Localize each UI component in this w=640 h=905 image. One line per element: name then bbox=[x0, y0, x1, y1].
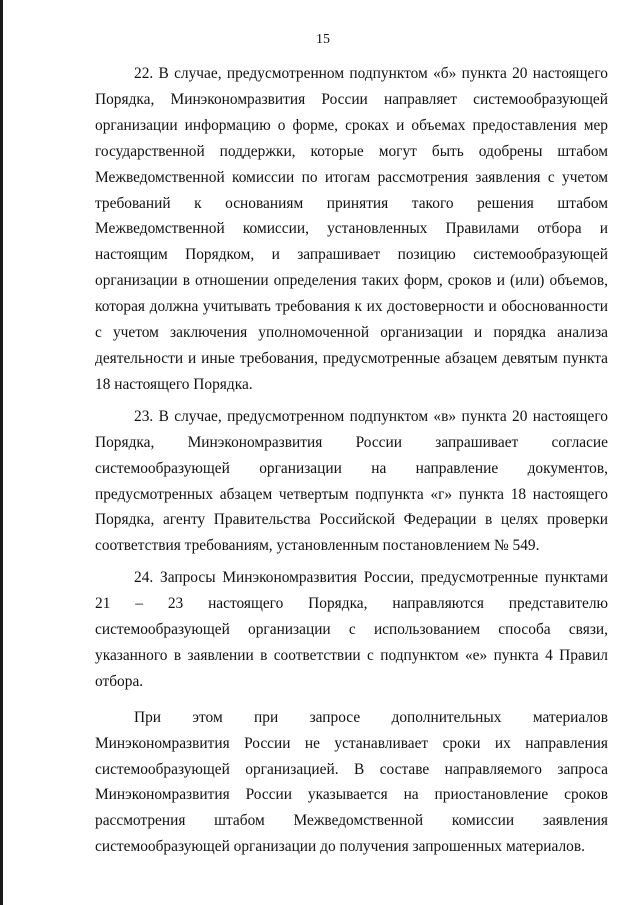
paragraph-24-continuation: При этом при запросе дополнительных материалов Минэкономразвития России не устанавливает сроки их направления системообразующей организацией. В составе направляемого запроса Минэкономразвития России указывается на приостановление сроков рассмотрения штабом Межведомственной комиссии заявления системообразующей организации до получения запрошенных материалов. bbox=[95, 708, 608, 856]
paragraph-24: 24. Запросы Минэкономразвития России, предусмотренные пунктами 21 – 23 настоящего Порядка, направляются представителю системообразующей организации с использованием способа связи, указанного в заявлении в соответствии с подпунктом «е» пункта 4 Правил отбора. bbox=[95, 569, 608, 690]
document-body bbox=[95, 61, 608, 860]
paragraph-23: 23. В случае, предусмотренном подпунктом «в» пункта 20 настоящего Порядка, Минэкономразвития России запрашивает согласие системообразующей организации на направление документов, предусмотренных абзацем четвертым подпункта «г» пункта 18 настоящего Порядка, агенту Правительства Российской Федерации в целях проверки соответствия требованиям, установленным постановлением № 549. bbox=[95, 407, 608, 555]
page-number: 15 bbox=[316, 32, 330, 47]
paragraph-22: 22. В случае, предусмотренном подпунктом «б» пункта 20 настоящего Порядка, Минэкономразвития России направляет системообразующей организации информацию о форме, сроках и объемах предоставления мер государственной поддержки, которые могут быть одобрены штабом Межведомственной комиссии по итогам рассмотрения заявления с учетом требований к основаниям принятия такого решения штабом Межведомственной комиссии, установленных Правилами отбора и настоящим Порядком, и запрашивает позицию системообразующей организации в отношении определения таких форм, сроков и (или) объемов, которая должна учитывать требования к их достоверности и обоснованности с учетом заключения уполномоченной организации и порядка анализа деятельности и иные требования, предусмотренные абзацем девятым пункта 18 настоящего Порядка. bbox=[95, 65, 608, 393]
